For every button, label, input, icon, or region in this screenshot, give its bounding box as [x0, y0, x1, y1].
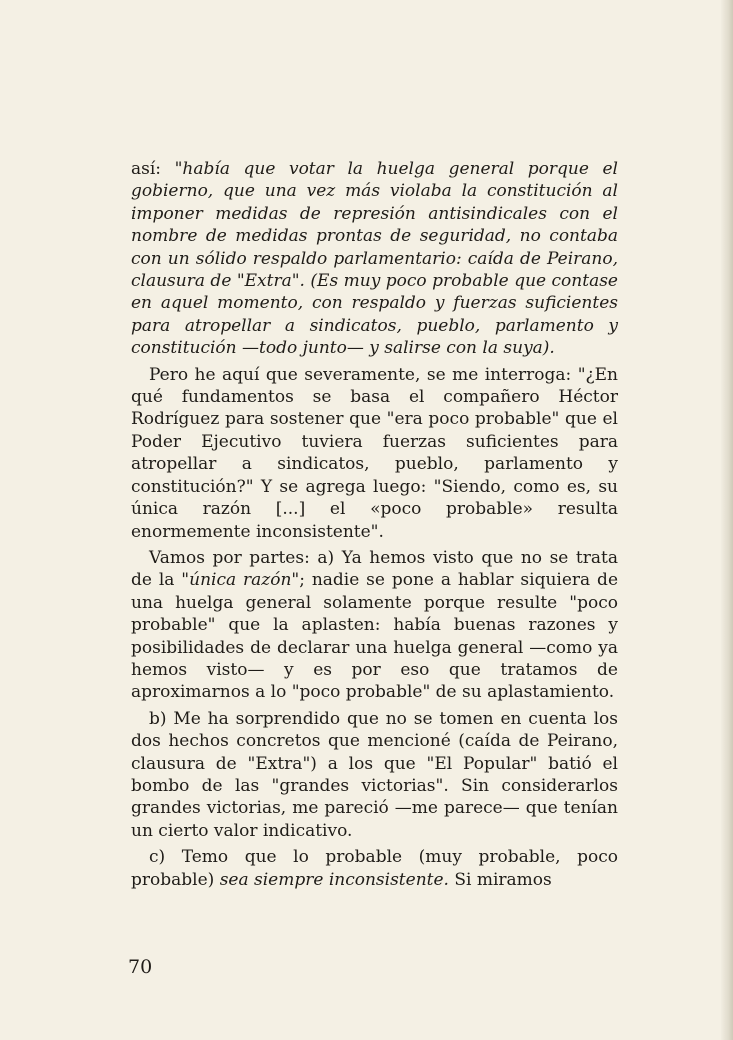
page-number: 70 [128, 956, 153, 978]
italic-quote: "única razón" [181, 570, 300, 591]
text-run: Si miramos [448, 869, 552, 890]
body-text [131, 158, 618, 891]
paragraph [131, 158, 618, 360]
paragraph [131, 547, 618, 704]
text-run: ; nadie se pone a hablar siquiera de una huelga general solamente porque resulte "poco probable" que la aplasten: había buenas razones y posibilidades de declarar una huelga general —como ya hemos visto— y es por eso que tratamos de aproximarnos a lo "poco probable" de su aplastamiento. [131, 570, 619, 703]
italic-emphasis: sea siempre inconsistente. [219, 869, 449, 890]
text-run: b) Me ha sorprendido que no se tomen en cuenta los dos hechos concretos que mencioné (caída de Peirano, clausura de "Extra") a los que "El Popular" batió el bombo de las "grandes victorias". Sin considerarlos grandes victorias, me pareció —me parece— que tenían un cierto valor indicativo. [131, 708, 618, 841]
text-run: Pero he aquí que severamente, se me interroga: "¿En qué fundamentos se basa el compañero Héctor Rodríguez para sostener que "era poco probable" que el Poder Ejecutivo tuviera fuerzas suficientes para atropellar a sindicatos, pueblo, parlamento y constitución?" Y se agrega luego: "Siendo, como es, su única razón [...] el «poco probable» resulta enormemente inconsistente". [131, 364, 618, 542]
paragraph [131, 364, 618, 543]
italic-quote: "había que votar la huelga general porque el gobierno, que una vez más violaba la constitución al imponer medidas de represión antisindicales con el nombre de medidas prontas de seguridad, no contaba con un sólido respaldo parlamentario: caída de Peirano, clausura de "Extra". (Es muy poco probable que contase en aquel momento, con respaldo y fuerzas suficientes para atropellar a sindicatos, pueblo, parlamento y constitución —todo junto— y salirse con la suya). [131, 159, 618, 359]
text-run: así: [131, 159, 175, 179]
page-edge-shadow [721, 0, 733, 1040]
paragraph [131, 846, 618, 891]
text-run: c) Temo que lo probable (muy probable, poco probable) [131, 847, 618, 890]
text-run: Vamos por partes: a) Ya hemos visto que no se trata de la [131, 547, 618, 591]
paragraph [131, 708, 618, 842]
